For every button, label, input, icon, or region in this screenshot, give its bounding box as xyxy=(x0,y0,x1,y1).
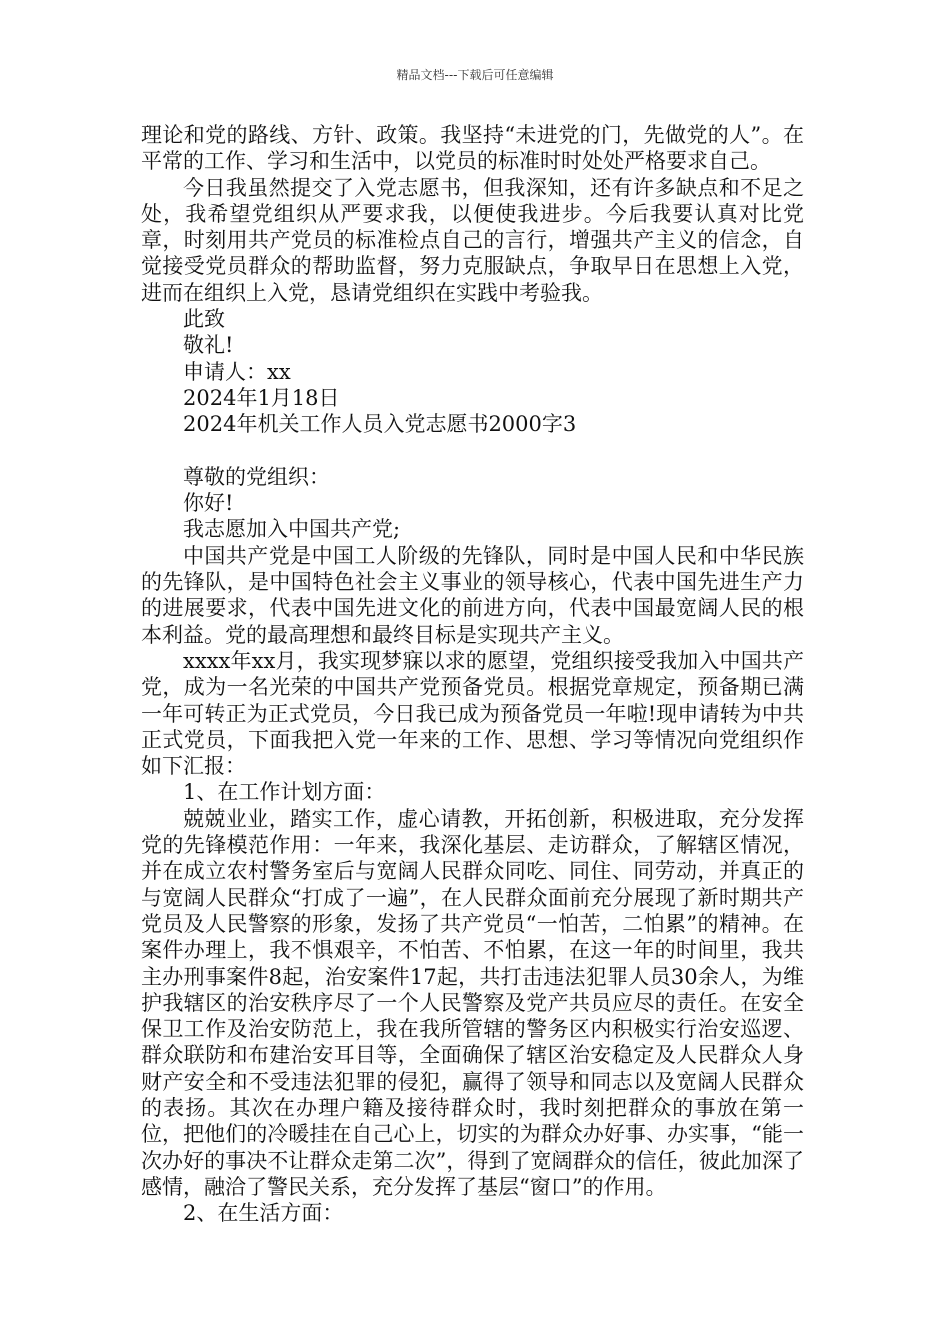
paragraph: 兢兢业业，踏实工作，虚心请教，开拓创新，积极进取，充分发挥党的先锋模范作用：一年来，我深化基层、走访群众，了解辖区情况，并在成立农村警务室后与宽阔人民群众同吃、同住、同劳动，并真正的与宽阔人民群众“打成了一遍”，在人民群众面前充分展现了新时期共产党员及人民警察的形象，发扬了共产党员“一怕苦，二怕累”的精神。在案件办理上，我不惧艰辛，不怕苦、不怕累，在这一年的时间里，我共主办刑事案件8起，治安案件17起，共打击违法犯罪人员30余人，为维护我辖区的治安秩序尽了一个人民警察及党产共员应尽的责任。在安全保卫工作及治安防范上，我在我所管辖的警务区内积极实行治安巡逻、群众联防和布建治安耳目等，全面确保了辖区治安稳定及人民群众人身财产安全和不受违法犯罪的侵犯，赢得了领导和同志以及宽阔人民群众的表扬。其次在办理户籍及接待群众时，我时刻把群众的事放在第一位，把他们的冷暖挂在自己心上，切实的为群众办好事、办实事，“能一次办好的事决不让群众走第二次”，得到了宽阔群众的信任，彼此加深了感情，融洽了警民关系，充分发挥了基层“窗口”的作用。 xyxy=(141,806,804,1199)
document-body xyxy=(141,122,804,1226)
paragraph: 理论和党的路线、方针、政策。我坚持“未进党的门，先做党的人”。在平常的工作、学习和生活中，以党员的标准时时处处严格要求自己。 xyxy=(141,123,804,174)
closing-salutation: 此致 xyxy=(183,307,225,332)
paragraph: 中国共产党是中国工人阶级的先锋队，同时是中国人民和中华民族的先锋队，是中国特色社会主义事业的领导核心，代表中国先进生产力的进展要求，代表中国先进文化的前进方向，代表中国最宽阔人民的根本利益。党的最高理想和最终目标是实现共产主义。 xyxy=(141,543,804,647)
page-header: 精品文档---下载后可任意编辑 xyxy=(396,68,554,82)
date-line: 2024年1月18日 xyxy=(183,385,340,410)
blank-line xyxy=(141,438,804,464)
statement: 我志愿加入中国共产党; xyxy=(183,517,401,542)
subheading-life: 2、在生活方面： xyxy=(183,1201,344,1226)
paragraph: xxxx年xx月，我实现梦寐以求的愿望，党组织接受我加入中国共产党，成为一名光荣的中国共产党预备党员。根据党章规定，预备期已满一年可转正为正式党员，今日我已成为预备党员一年啦!现申请转为中共正式党员，下面我把入党一年来的工作、思想、学习等情况向党组织作如下汇报： xyxy=(141,648,804,779)
greeting: 尊敬的党组织： xyxy=(183,464,330,489)
section-title: 2024年机关工作人员入党志愿书2000字3 xyxy=(183,412,577,437)
subheading-work: 1、在工作计划方面： xyxy=(183,780,386,805)
greeting-hello: 你好! xyxy=(183,491,234,516)
applicant-name: 申请人：xx xyxy=(183,359,291,384)
closing-respect: 敬礼! xyxy=(183,333,234,358)
paragraph: 今日我虽然提交了入党志愿书，但我深知，还有许多缺点和不足之处，我希望党组织从严要求我，以便使我进步。今后我要认真对比党章，时刻用共产党员的标准检点自己的言行，增强共产主义的信念，自觉接受党员群众的帮助监督，努力克服缺点，争取早日在思想上入党，进而在组织上入党，恳请党组织在实践中考验我。 xyxy=(141,175,804,305)
